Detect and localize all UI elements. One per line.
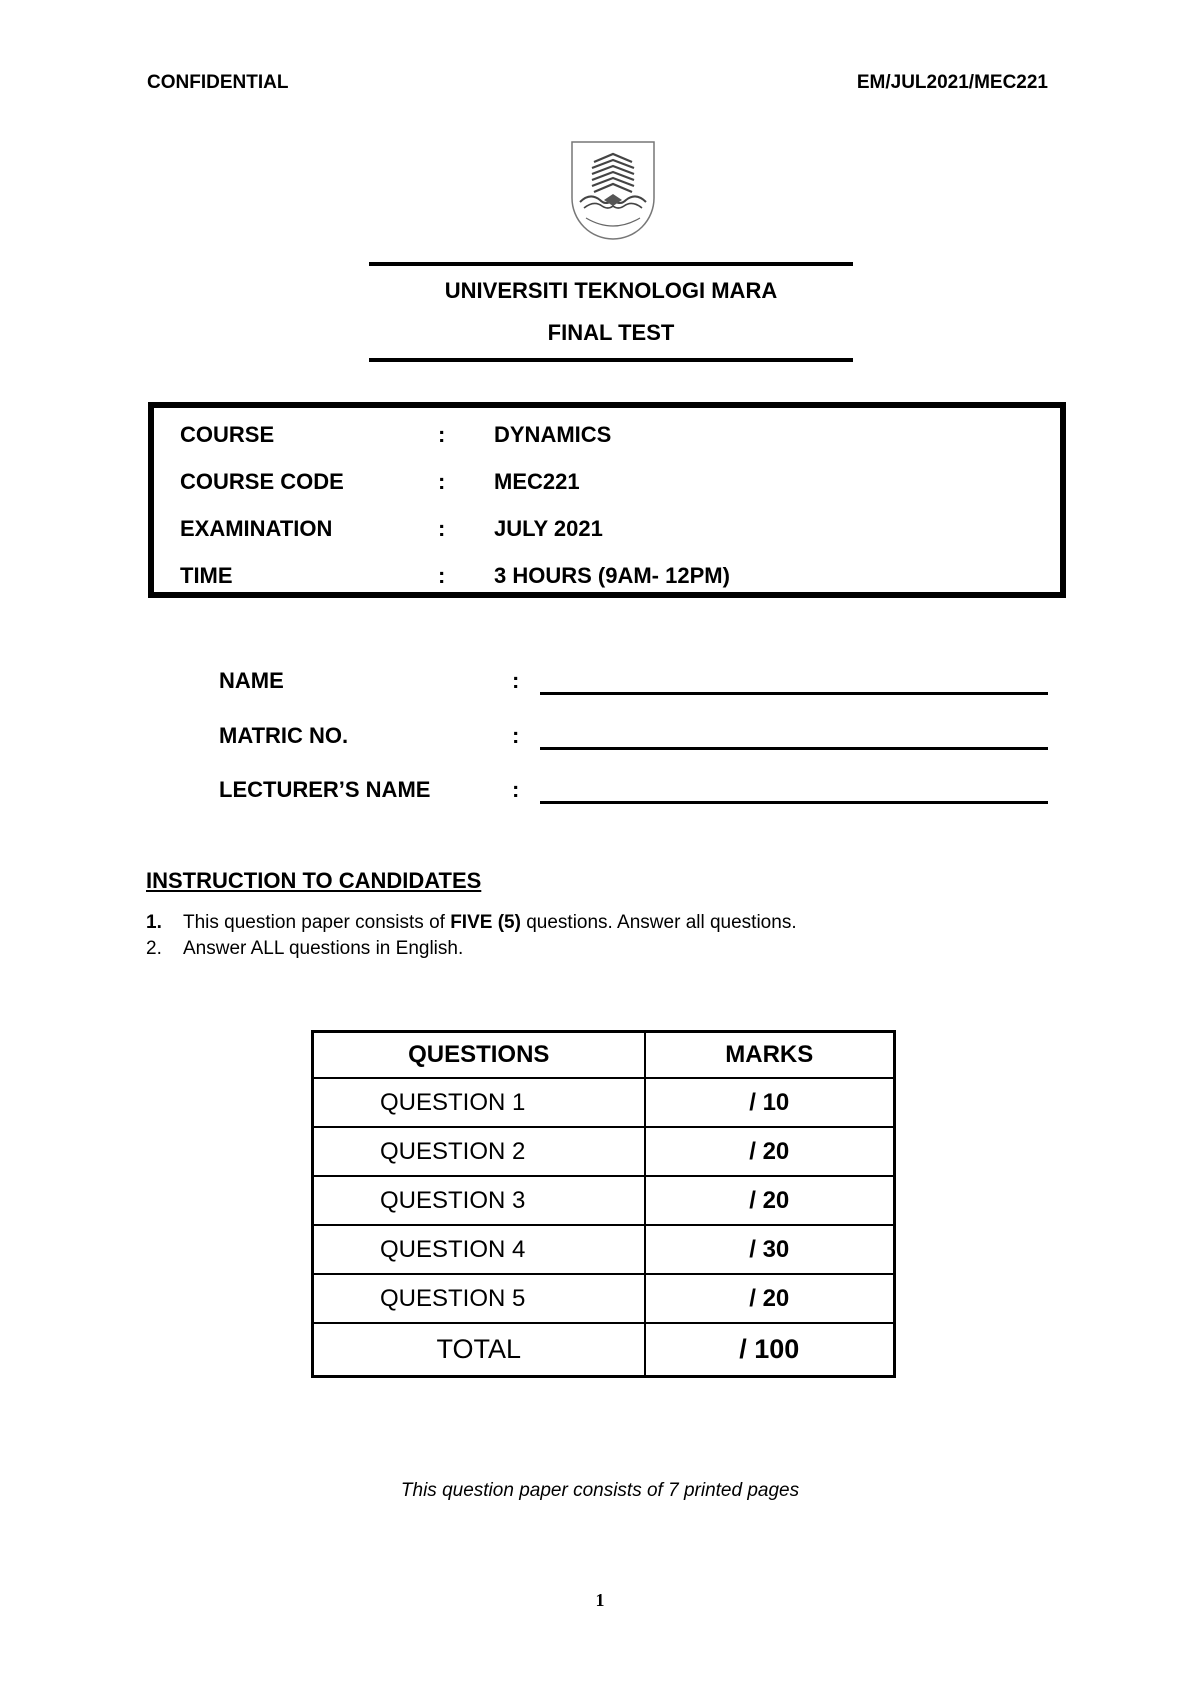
name-blank-line[interactable] bbox=[540, 692, 1048, 695]
time-colon: : bbox=[438, 563, 446, 588]
instructions-title: INSTRUCTION TO CANDIDATES bbox=[146, 868, 482, 893]
course-colon: : bbox=[438, 422, 446, 447]
question-cell: QUESTION 2 bbox=[313, 1127, 645, 1176]
examination-value: JULY 2021 bbox=[494, 516, 603, 541]
question-cell: QUESTION 1 bbox=[313, 1078, 645, 1127]
header-exam-code: EM/JUL2021/MEC221 bbox=[856, 72, 1048, 93]
university-crest-icon bbox=[568, 138, 658, 240]
university-name: UNIVERSITI TEKNOLOGI MARA bbox=[444, 278, 778, 303]
matric-no-field bbox=[219, 723, 1049, 753]
table-row bbox=[313, 1127, 895, 1176]
marks-table bbox=[311, 1030, 896, 1378]
name-colon: : bbox=[512, 668, 520, 693]
instruction-1-pre: This question paper consists of bbox=[183, 912, 451, 933]
instruction-1-number: 1. bbox=[146, 912, 162, 933]
table-row bbox=[313, 1078, 895, 1127]
total-label: TOTAL bbox=[313, 1323, 645, 1377]
marks-cell: / 20 bbox=[645, 1127, 895, 1176]
marks-table-header-row bbox=[313, 1032, 895, 1079]
test-title: FINAL TEST bbox=[547, 320, 675, 345]
instruction-1-bold: FIVE (5) bbox=[450, 912, 521, 933]
table-row bbox=[313, 1176, 895, 1225]
matric-no-colon: : bbox=[512, 723, 520, 748]
examination-colon: : bbox=[438, 516, 446, 541]
table-row bbox=[313, 1274, 895, 1323]
page-count-note: This question paper consists of 7 printed pages bbox=[400, 1480, 800, 1501]
question-cell: QUESTION 3 bbox=[313, 1176, 645, 1225]
time-value: 3 HOURS (9AM- 12PM) bbox=[494, 563, 730, 588]
course-code-value: MEC221 bbox=[494, 469, 580, 494]
lecturer-name-colon: : bbox=[512, 777, 520, 802]
lecturer-name-blank-line[interactable] bbox=[540, 801, 1048, 804]
instruction-1-text bbox=[183, 912, 797, 934]
lecturer-name-label: LECTURER’S NAME bbox=[219, 777, 431, 802]
time-label: TIME bbox=[180, 563, 233, 588]
title-rule-top bbox=[369, 262, 853, 266]
marks-cell: / 10 bbox=[645, 1078, 895, 1127]
instruction-2-text: Answer ALL questions in English. bbox=[183, 938, 464, 959]
questions-header: QUESTIONS bbox=[313, 1032, 645, 1079]
header-confidential: CONFIDENTIAL bbox=[147, 72, 289, 93]
marks-header: MARKS bbox=[645, 1032, 895, 1079]
instruction-1-post: questions. Answer all questions. bbox=[520, 912, 797, 933]
course-code-label: COURSE CODE bbox=[180, 469, 344, 494]
matric-no-label: MATRIC NO. bbox=[219, 723, 349, 748]
matric-no-blank-line[interactable] bbox=[540, 747, 1048, 750]
question-cell: QUESTION 5 bbox=[313, 1274, 645, 1323]
marks-cell: / 30 bbox=[645, 1225, 895, 1274]
marks-cell: / 20 bbox=[645, 1274, 895, 1323]
title-rule-bottom bbox=[369, 358, 853, 362]
lecturer-name-field bbox=[219, 777, 1049, 807]
course-code-colon: : bbox=[438, 469, 446, 494]
page-number: 1 bbox=[595, 1590, 605, 1610]
question-cell: QUESTION 4 bbox=[313, 1225, 645, 1274]
instruction-2-number: 2. bbox=[146, 938, 162, 959]
course-value: DYNAMICS bbox=[494, 422, 612, 447]
name-label: NAME bbox=[219, 668, 284, 693]
table-row bbox=[313, 1225, 895, 1274]
total-marks: / 100 bbox=[645, 1323, 895, 1377]
course-label: COURSE bbox=[180, 422, 275, 447]
course-info-box bbox=[148, 402, 1066, 598]
examination-label: EXAMINATION bbox=[180, 516, 333, 541]
name-field bbox=[219, 668, 1049, 698]
marks-cell: / 20 bbox=[645, 1176, 895, 1225]
total-row bbox=[313, 1323, 895, 1377]
